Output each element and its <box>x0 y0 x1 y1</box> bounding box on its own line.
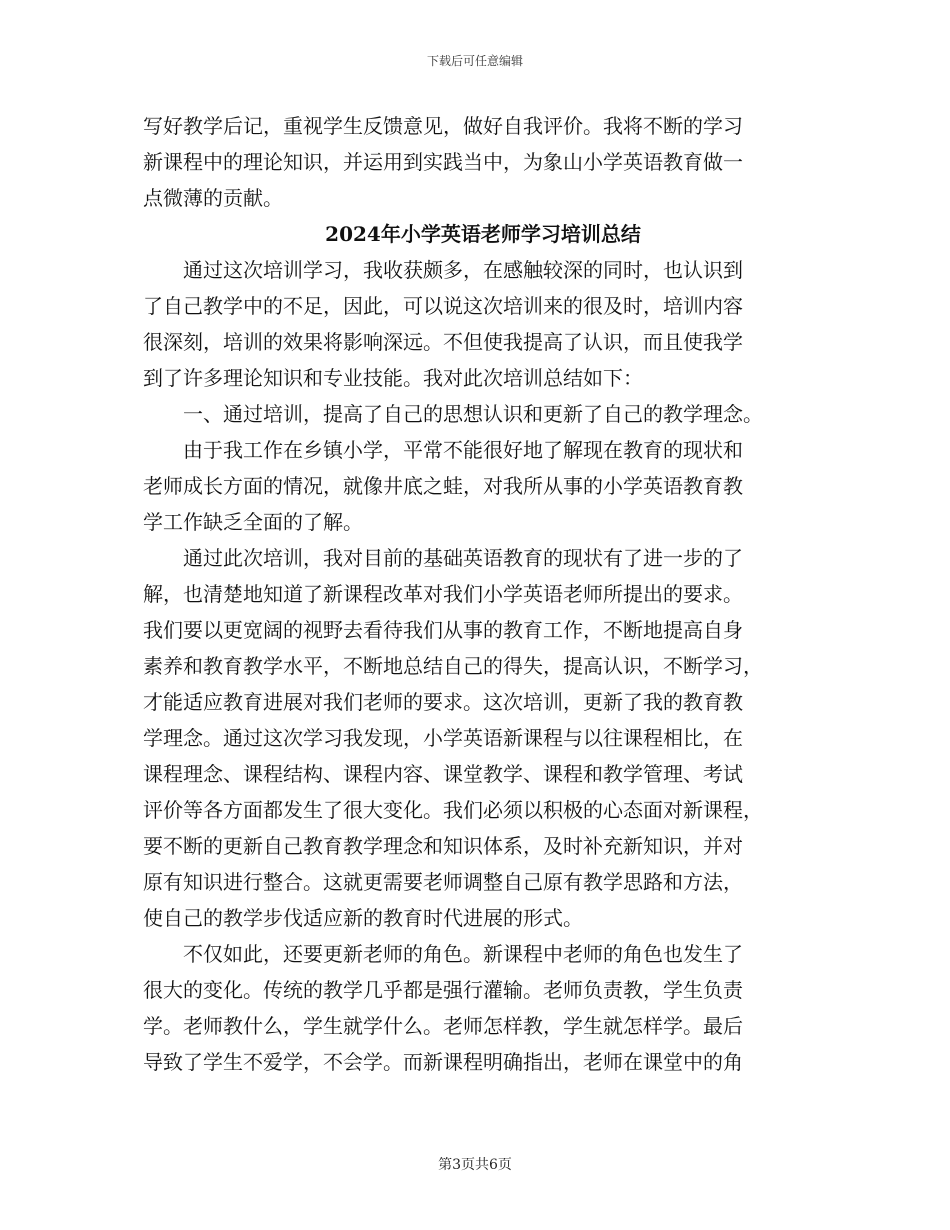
text-line: 解，也清楚地知道了新课程改革对我们小学英语老师所提出的要求。 <box>143 582 743 606</box>
text-line: 不仅如此，还要更新老师的角色。新课程中老师的角色也发生了 <box>183 942 743 966</box>
text-line: 评价等各方面都发生了很大变化。我们必须以积极的心态面对新课程， <box>143 798 763 822</box>
text-line: 由于我工作在乡镇小学，平常不能很好地了解现在教育的现状和 <box>183 438 743 462</box>
text-line: 了自己教学中的不足，因此，可以说这次培训来的很及时，培训内容 <box>143 294 743 318</box>
article-body <box>143 252 823 1080</box>
text-line: 学。老师教什么，学生就学什么。老师怎样教，学生就怎样学。最后 <box>143 1014 743 1038</box>
text-line: 我们要以更宽阔的视野去看待我们从事的教育工作，不断地提高自身 <box>143 618 743 642</box>
text-line: 一、通过培训，提高了自己的思想认识和更新了自己的教学理念。 <box>183 402 763 426</box>
text-line: 通过这次培训学习，我收获颇多，在感触较深的同时，也认识到 <box>183 258 743 282</box>
text-line: 很大的变化。传统的教学几乎都是强行灌输。老师负责教，学生负责 <box>143 978 743 1002</box>
text-line: 点微薄的贡献。 <box>143 186 283 210</box>
text-line: 导致了学生不爱学，不会学。而新课程明确指出，老师在课堂中的角 <box>143 1050 743 1074</box>
text-line: 通过此次培训，我对目前的基础英语教育的现状有了进一步的了 <box>183 546 743 570</box>
paragraph-continuation <box>143 108 823 216</box>
text-line: 写好教学后记，重视学生反馈意见，做好自我评价。我将不断的学习 <box>143 114 743 138</box>
text-line: 老师成长方面的情况，就像井底之蛙，对我所从事的小学英语教育教 <box>143 474 743 498</box>
text-line: 要不断的更新自己教育教学理念和知识体系，及时补充新知识，并对 <box>143 834 743 858</box>
text-line: 才能适应教育进展对我们老师的要求。这次培训，更新了我的教育教 <box>143 690 743 714</box>
document-title: 2024年小学英语老师学习培训总结 <box>325 222 641 246</box>
text-line: 很深刻，培训的效果将影响深远。不但使我提高了认识，而且使我学 <box>143 330 743 354</box>
text-line: 使自己的教学步伐适应新的教育时代进展的形式。 <box>143 906 583 930</box>
page-footer: 第3页共6页 <box>438 1157 512 1173</box>
text-line: 原有知识进行整合。这就更需要老师调整自己原有教学思路和方法， <box>143 870 743 894</box>
text-line: 课程理念、课程结构、课程内容、课堂教学、课程和教学管理、考试 <box>143 762 743 786</box>
text-line: 素养和教育教学水平，不断地总结自己的得失，提高认识，不断学习， <box>143 654 763 678</box>
page-header: 下载后可任意编辑 <box>426 54 523 68</box>
text-line: 到了许多理论知识和专业技能。我对此次培训总结如下： <box>143 366 643 390</box>
text-line: 新课程中的理论知识，并运用到实践当中，为象山小学英语教育做一 <box>143 150 743 174</box>
text-line: 学理念。通过这次学习我发现，小学英语新课程与以往课程相比，在 <box>143 726 743 750</box>
document-body <box>143 108 823 1080</box>
text-line: 学工作缺乏全面的了解。 <box>143 510 363 534</box>
